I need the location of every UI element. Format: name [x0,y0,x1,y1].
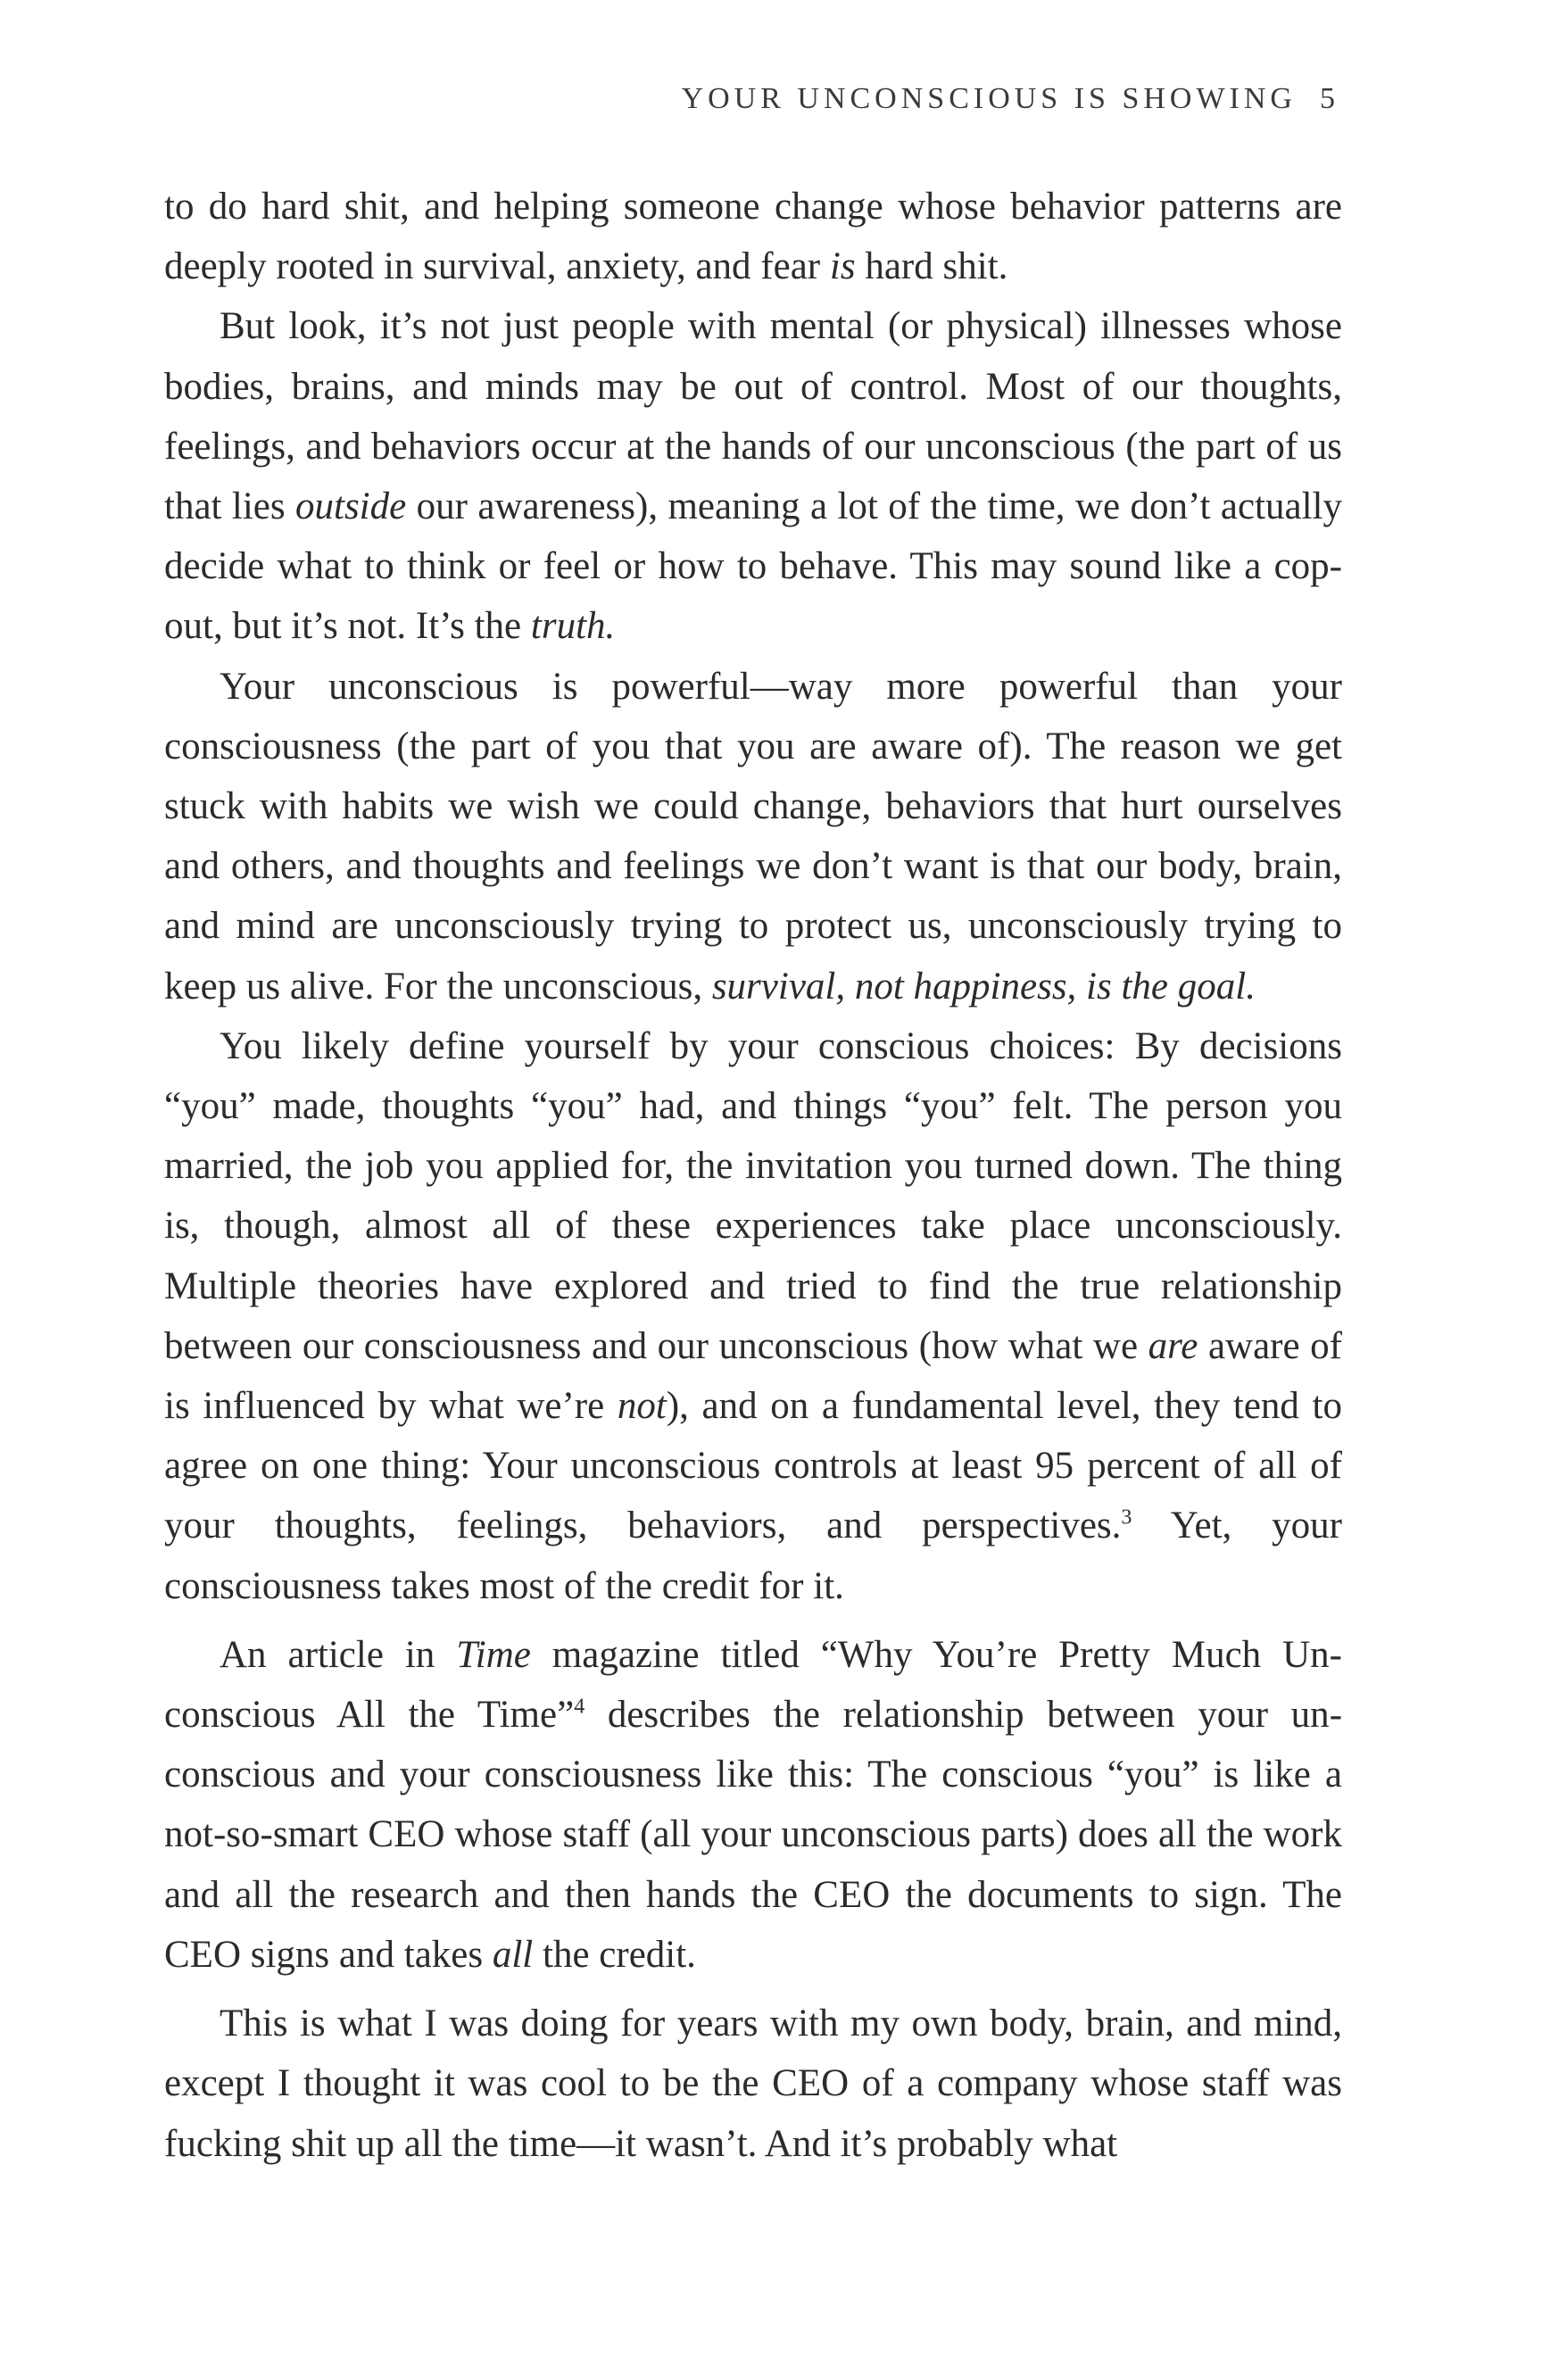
footnote-marker: 3 [1121,1506,1132,1530]
paragraph [164,1016,1342,1616]
emphasis-text: is [829,245,856,288]
footnote-marker: 4 [574,1695,585,1719]
emphasis-text: truth. [530,605,616,648]
body-text [164,177,1342,2174]
text-run: hard shit. [855,245,1008,288]
text-run: Yet, your consciousness takes most of the credit for it. [164,1505,1343,1607]
paragraph [164,177,1342,296]
paragraph [164,1994,1342,2174]
emphasis-text: not [617,1385,667,1428]
page-number: 5 [1320,82,1335,115]
text-run: aware of is influenced by what we’re [164,1324,1342,1428]
paragraph [164,1625,1342,1985]
emphasis-text: survival, not happiness, is the goal. [711,965,1256,1008]
text-run: This is what I was doing for years with my own body, brain, and mind, except I thought it was cool to be the CEO of a company whose staff was fucking shit up all the time—it wasn’t. And it’s probably what [164,2003,1342,2165]
running-header [625,82,1335,116]
text-run: ), and on a fundamental level, they tend to agree on one thing: Your unconscious controls at least 95 percent of all of your thoughts, feelings, behaviors, and perspectives. [164,1385,1342,1547]
emphasis-text: Time [456,1633,531,1676]
emphasis-text: are [1148,1324,1198,1367]
emphasis-text: all [492,1933,534,1976]
text-run: But look, it’s not just people with mental (or physical) illnesses whose bodies, brains, and minds may be out of control. Most of our thoughts, feelings, and behaviors occur at the hands of our unconscious (the part of us that lies [164,305,1342,528]
text-run: describes the relationship between your unconscious and your consciousness like this: The conscious “you” is like a not-so-smart CEO whose staff (all your unconscious parts) does all the work and all the research and then hands the CEO the documents to sign. The CEO signs and takes [164,1694,1343,1976]
text-run: magazine titled “Why You’re Pretty Much Unconscious All the Time” [164,1633,1342,1737]
text-run: An article in [220,1633,457,1676]
text-run: Your unconscious is powerful—way more powerful than your consciousness (the part of you that you are aware of). The reason we get stuck with habits we wish we could change, behaviors that hurt ourselves and others, and thoughts and feelings we don’t want is that our body, brain, and mind are unconsciously trying to protect us, unconsciously trying to keep us alive. For the unconscious, [164,665,1342,1008]
text-run: the credit. [533,1933,696,1976]
paragraph [164,657,1342,1016]
emphasis-text: outside [295,485,407,528]
running-title: YOUR UNCONSCIOUS IS SHOWING [681,82,1297,115]
text-run: our awareness), meaning a lot of the time, we don’t actually decide what to think or feel or how to behave. This may sound like a cop-out, but it’s not. It’s the [164,485,1342,648]
text-run: You likely define yourself by your conscious choices: By decisions “you” made, thoughts “you” had, and things “you” felt. The person you married, the job you applied for, the invitation you turned down. The thing is, though, almost all of these experiences take place unconsciously. Multiple theories have explored and tried to find the true relationship between our consciousness and our unconscious (how what we [164,1024,1342,1367]
text-run: to do hard shit, and helping someone change whose behavior patterns are deeply rooted in survival, anxiety, and fear [164,186,1342,288]
paragraph [164,296,1342,656]
